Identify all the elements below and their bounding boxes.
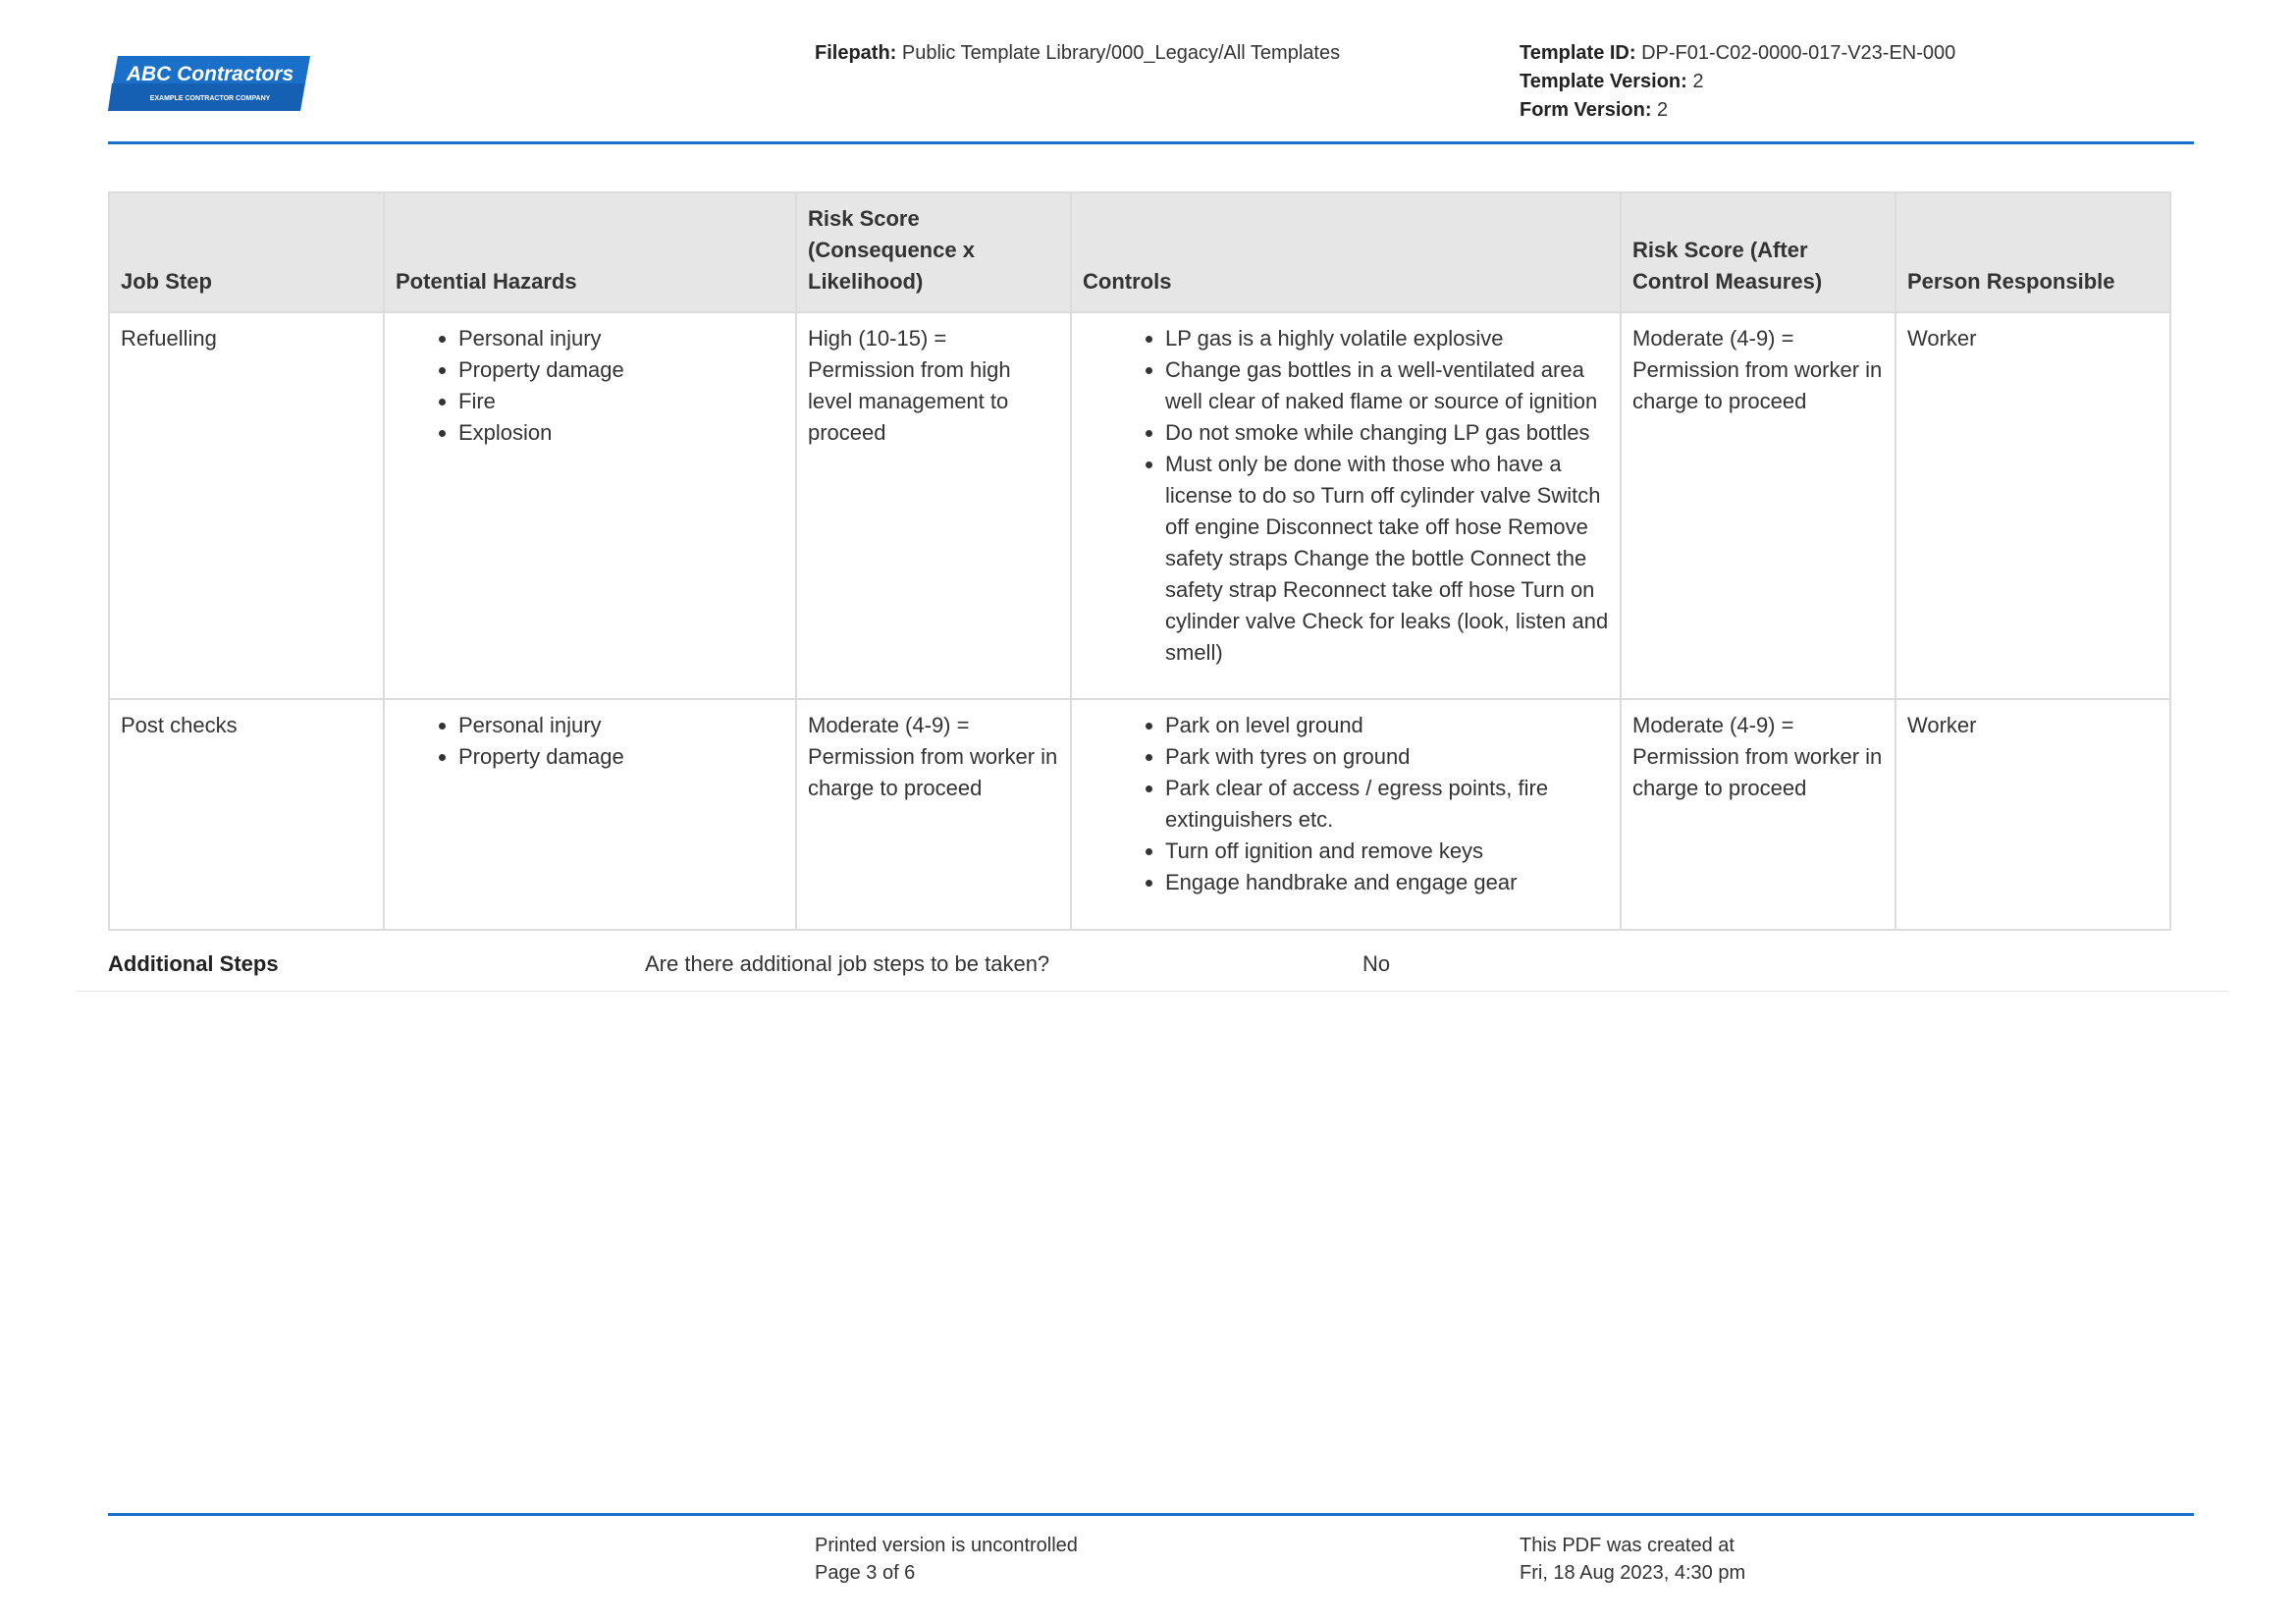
list-item: • Change gas bottles in a well-ventilated area well clear of naked flame or source of ignition	[1165, 354, 1609, 417]
list-item: • Personal injury	[458, 710, 784, 741]
logo-tagline: EXAMPLE CONTRACTOR COMPANY	[149, 95, 271, 102]
form-version	[1520, 96, 1955, 125]
filepath-value: Public Template Library/000_Legacy/All Templates	[901, 42, 1341, 64]
risk-score-cell: Moderate (4-9) = Permission from worker in charge to proceed	[796, 699, 1071, 930]
list-item: • Do not smoke while changing LP gas bottles	[1165, 417, 1609, 449]
form-version-label: Form Version:	[1520, 99, 1652, 121]
hazards-list	[396, 710, 784, 773]
column-header-risk-score: Risk Score (Consequence x Likelihood)	[796, 192, 1071, 312]
list-item: • Fire	[458, 386, 784, 417]
template-version-value: 2	[1692, 71, 1704, 92]
list-item: • Park with tyres on ground	[1165, 741, 1609, 773]
hazards-cell	[384, 312, 796, 699]
template-version-label: Template Version:	[1520, 71, 1687, 92]
additional-steps-answer: No	[1362, 951, 1391, 976]
controls-cell	[1071, 312, 1621, 699]
list-item: • LP gas is a highly volatile explosive	[1165, 323, 1609, 354]
column-header-controls: Controls	[1071, 192, 1621, 312]
controls-list	[1083, 323, 1609, 669]
table-header-row	[109, 192, 2170, 312]
table-row	[109, 699, 2170, 930]
list-item: • Park on level ground	[1165, 710, 1609, 741]
job-step-cell: Refuelling	[109, 312, 384, 699]
column-header-potential-hazards: Potential Hazards	[384, 192, 796, 312]
additional-steps-label: Additional Steps	[108, 951, 279, 976]
risk-score-after-cell: Moderate (4-9) = Permission from worker in charge to proceed	[1621, 699, 1896, 930]
list-item: • Turn off ignition and remove keys	[1165, 836, 1609, 867]
created-label: This PDF was created at	[1520, 1535, 1735, 1556]
hazards-cell	[384, 699, 796, 930]
template-id	[1520, 39, 1955, 68]
filepath-label: Filepath:	[815, 42, 897, 64]
column-header-risk-score-after: Risk Score (After Control Measures)	[1621, 192, 1896, 312]
list-item: • Property damage	[458, 741, 784, 773]
template-id-label: Template ID:	[1520, 42, 1636, 64]
header-divider	[108, 141, 2194, 144]
additional-steps-question: Are there additional job steps to be taken?	[645, 951, 1050, 976]
filepath	[815, 39, 1340, 68]
column-header-person-responsible: Person Responsible	[1896, 192, 2170, 312]
table-row	[109, 312, 2170, 699]
risk-score-after-cell: Moderate (4-9) = Permission from worker in charge to proceed	[1621, 312, 1896, 699]
risk-score-cell: High (10-15) = Permission from high level management to proceed	[796, 312, 1071, 699]
hazards-list	[396, 323, 784, 449]
list-item: • Personal injury	[458, 323, 784, 354]
footer-right	[1520, 1532, 1745, 1587]
logo-name: ABC Contractors	[126, 63, 294, 85]
controls-list	[1083, 710, 1609, 898]
person-responsible-cell: Worker	[1896, 699, 2170, 930]
uncontrolled-notice: Printed version is uncontrolled	[815, 1535, 1078, 1556]
column-header-job-step: Job Step	[109, 192, 384, 312]
list-item: • Property damage	[458, 354, 784, 386]
footer-divider	[108, 1513, 2194, 1516]
list-item: • Must only be done with those who have a license to do so Turn off cylinder valve Switch off engine Disconnect take off hose Remove safety straps Change the bottle Connect the safety strap Reconnect take off hose Turn on cylinder valve Check for leaks (look, listen and smell)	[1165, 449, 1609, 669]
list-item: • Park clear of access / egress points, fire extinguishers etc.	[1165, 773, 1609, 836]
template-id-value: DP-F01-C02-0000-017-V23-EN-000	[1641, 42, 1956, 64]
template-version	[1520, 68, 1955, 96]
template-meta	[1520, 39, 1955, 125]
controls-cell	[1071, 699, 1621, 930]
person-responsible-cell: Worker	[1896, 312, 2170, 699]
list-item: • Engage handbrake and engage gear	[1165, 867, 1609, 898]
page-number: Page 3 of 6	[815, 1562, 916, 1584]
risk-assessment-table	[108, 191, 2171, 931]
form-version-value: 2	[1657, 99, 1669, 121]
footer-left	[815, 1532, 1078, 1587]
section-divider	[77, 991, 2228, 992]
created-timestamp: Fri, 18 Aug 2023, 4:30 pm	[1520, 1562, 1746, 1584]
company-logo	[108, 54, 314, 113]
job-step-cell: Post checks	[109, 699, 384, 930]
list-item: • Explosion	[458, 417, 784, 449]
